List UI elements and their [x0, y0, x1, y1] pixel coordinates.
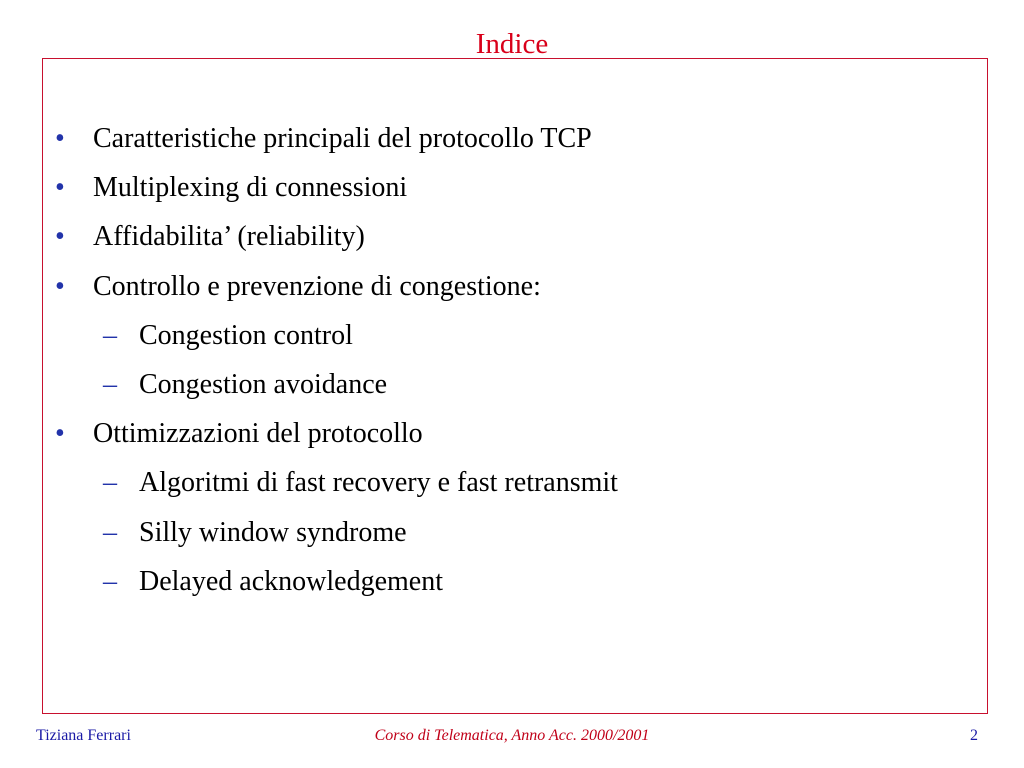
dash-marker: – [103, 516, 117, 548]
sub-list-item [43, 318, 989, 367]
bullet-marker: • [55, 172, 65, 204]
content-box [42, 58, 988, 714]
sub-list-item-text: Algoritmi di fast recovery e fast retransmit [139, 467, 618, 499]
list-item-text: Affidabilita’ (reliability) [93, 221, 365, 253]
sub-list-item [43, 465, 989, 514]
bullet-list [43, 121, 989, 613]
list-item-text: Controllo e prevenzione di congestione: [93, 270, 541, 302]
dash-marker: – [103, 565, 117, 597]
list-item [43, 121, 989, 170]
sub-list-item-text: Delayed acknowledgement [139, 565, 443, 597]
list-item [43, 170, 989, 219]
slide-title: Indice [475, 28, 549, 60]
bullet-marker: • [55, 418, 65, 450]
list-item-text: Multiplexing di connessioni [93, 172, 408, 204]
dash-marker: – [103, 319, 117, 351]
sub-list-item [43, 564, 989, 613]
sub-list-item-text: Silly window syndrome [139, 516, 407, 548]
footer-author: Tiziana Ferrari [36, 727, 131, 744]
bullet-marker: • [55, 270, 65, 302]
list-item [43, 416, 989, 465]
footer-course: Corso di Telematica, Anno Acc. 2000/2001 [374, 727, 650, 744]
dash-marker: – [103, 368, 117, 400]
sub-list-item-text: Congestion control [139, 319, 353, 351]
list-item [43, 219, 989, 268]
sub-list-item-text: Congestion avoidance [139, 368, 388, 400]
bullet-marker: • [55, 221, 65, 253]
bullet-marker: • [55, 123, 65, 154]
slide-footer [0, 725, 1024, 749]
list-item-text: Ottimizzazioni del protocollo [93, 418, 423, 450]
page-number: 2 [970, 727, 978, 744]
dash-marker: – [103, 467, 117, 499]
list-item [43, 269, 989, 318]
list-item-text: Caratteristiche principali del protocollo TCP [93, 123, 592, 154]
sub-list-item [43, 367, 989, 416]
sub-list-item [43, 515, 989, 564]
